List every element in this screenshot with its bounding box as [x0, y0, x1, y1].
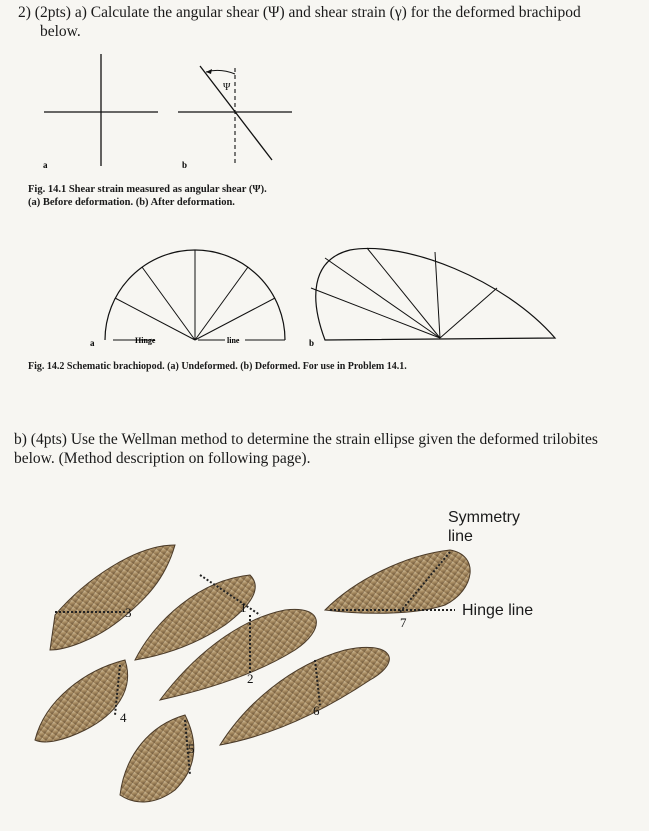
symmetry-label-line1: Symmetry [448, 509, 520, 526]
fig-b-ribs [311, 248, 497, 338]
fig-14-2-caption: Fig. 14.2 Schematic brachiopod. (a) Undeformed. (b) Deformed. For use in Problem 14.1. [28, 361, 407, 372]
hinge-label: Hinge [135, 336, 156, 345]
symmetry-label-line2: line [448, 528, 473, 545]
problem-a-line2: below. [40, 23, 81, 40]
brachiopod-photo [25, 500, 625, 820]
shell-number-1: 1 [240, 600, 247, 615]
fig-142-label-b: b [309, 338, 315, 348]
fig-142-label-a: a [90, 338, 95, 348]
shell-number-4: 4 [120, 710, 127, 725]
shell-5 [120, 715, 194, 802]
shell-4 [35, 660, 128, 742]
shell-number-3: 3 [125, 605, 132, 620]
fig-b-sheared-line [200, 66, 272, 160]
problem-a-text [18, 3, 643, 41]
shell-number-5: 5 [188, 741, 195, 756]
problem-b-line2: below. (Method description on following page). [14, 450, 311, 467]
shell-number-6: 6 [313, 703, 320, 718]
problem-b-text [14, 430, 644, 468]
shell-7 [325, 550, 470, 613]
fig-141-label-b: b [182, 160, 188, 170]
psi-label: Ψ [223, 82, 231, 93]
symmetry-line-label [448, 508, 520, 546]
line-label: line [227, 336, 240, 345]
fig-14-1-caption-line2: (a) Before deformation. (b) After deformation. [28, 197, 235, 208]
fig-a-ribs [115, 250, 275, 340]
figure-14-2 [85, 240, 565, 350]
shell-number-2: 2 [247, 671, 254, 686]
problem-b-line1: b) (4pts) Use the Wellman method to determine the strain ellipse given the deformed trilobites [14, 431, 598, 448]
hinge-line-label: Hinge line [462, 602, 534, 619]
problem-a-line1: 2) (2pts) a) Calculate the angular shear (Ψ) and shear strain (γ) for the deformed brachipod [18, 4, 581, 21]
fig-141-label-a: a [43, 160, 48, 170]
shell-number-7: 7 [400, 615, 407, 630]
fig-14-1-caption [28, 183, 267, 209]
figure-14-1 [40, 48, 300, 173]
fig-14-1-caption-line1: Fig. 14.1 Shear strain measured as angular shear (Ψ). [28, 184, 267, 195]
